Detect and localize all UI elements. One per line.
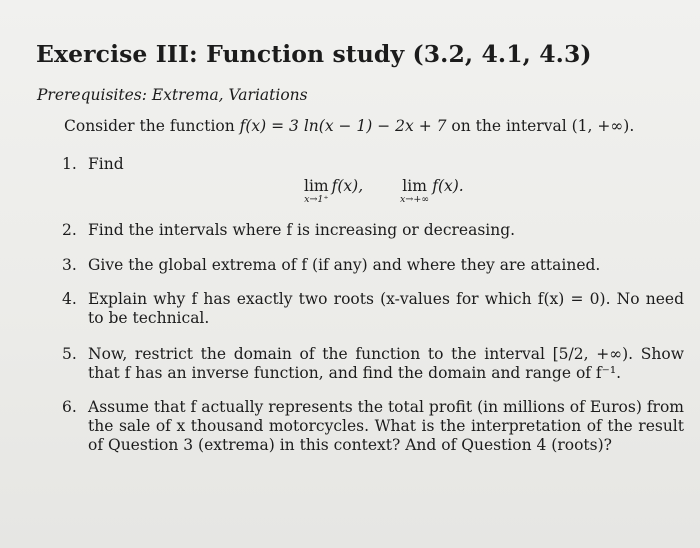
limit-at-infinity (400, 178, 464, 206)
intro-pre: Consider the function (64, 117, 240, 135)
question-number: 3. (62, 256, 77, 274)
intro-post: . (629, 117, 635, 135)
limit-expression: f(x), (331, 177, 364, 195)
limit-operator: lim (304, 177, 329, 195)
function-definition: f(x) = 3 ln(x − 1) − 2x + 7 (239, 117, 447, 135)
question-number: 4. (62, 290, 77, 308)
intro-sentence (64, 117, 634, 135)
question-text: Now, restrict the domain of the function to the interval [5/2, +∞). Show that f has an inverse function, and find the domain and range of f⁻¹. (88, 345, 684, 382)
question-text: Assume that f actually represents the total profit (in millions of Euros) from the sale of x thousand motorcycles. What is the interpretation of the result of Question 3 (extrema) in this context? And of Question 4 (roots)? (88, 398, 684, 454)
limit-operator: lim (402, 177, 427, 195)
exercise-title: Exercise III: Function study (3.2, 4.1, 4.3) (36, 40, 592, 68)
question-number: 6. (62, 398, 77, 416)
question-number: 1. (62, 155, 77, 173)
interval: (1, +∞) (571, 117, 630, 135)
limit-at-one (304, 178, 363, 206)
question-number: 5. (62, 345, 77, 363)
question-text: Explain why f has exactly two roots (x-values for which f(x) = 0). No need to be technical. (88, 290, 684, 327)
limit-subscript: x→1⁺ (304, 194, 329, 205)
limit-subscript: x→+∞ (400, 194, 430, 205)
limit-expression: f(x). (432, 177, 464, 195)
question-number: 2. (62, 221, 77, 239)
question-text: Give the global extrema of f (if any) and where they are attained. (88, 256, 601, 274)
question-text: Find the intervals where f is increasing or decreasing. (88, 221, 516, 239)
prerequisites-line: Prerequisites: Extrema, Variations (37, 86, 308, 104)
question-text: Find (88, 155, 124, 173)
intro-mid: on the interval (446, 117, 572, 135)
limits-display (300, 178, 500, 218)
